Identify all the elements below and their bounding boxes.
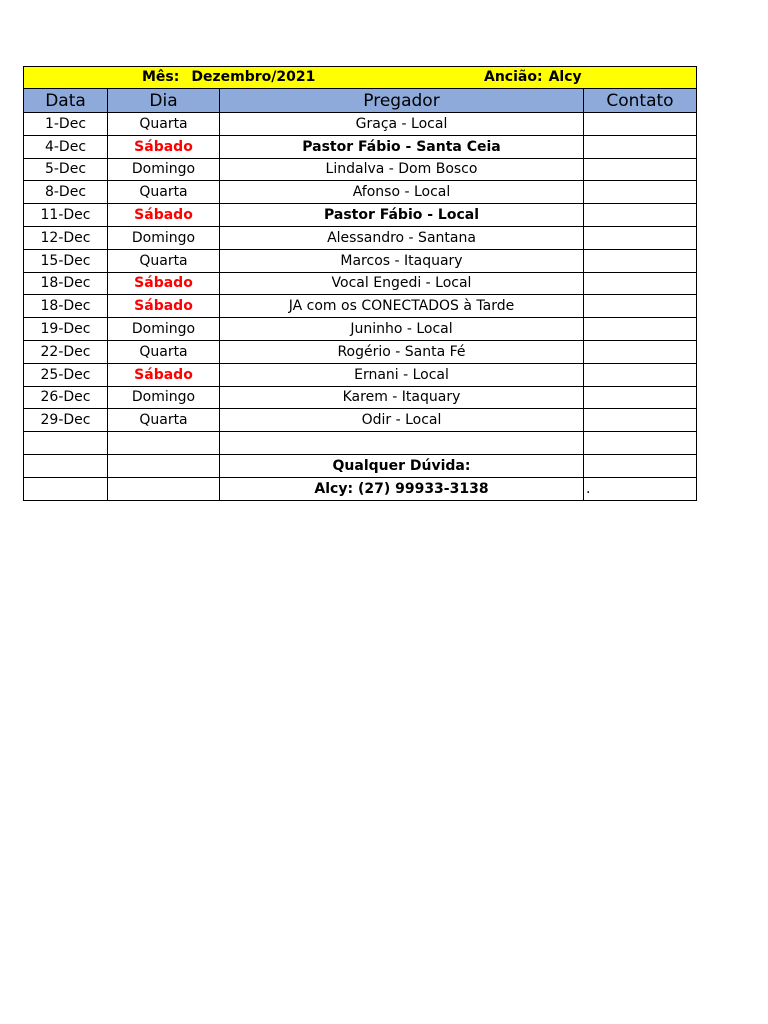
preacher-cell: Odir - Local — [220, 409, 584, 432]
elder-value: Alcy — [548, 69, 582, 85]
day-cell: Sábado — [108, 272, 220, 295]
title-row — [24, 67, 697, 89]
preacher-cell: Karem - Itaquary — [220, 386, 584, 409]
date-cell: 19-Dec — [24, 318, 108, 341]
table-row — [24, 113, 697, 136]
preacher-cell: Vocal Engedi - Local — [220, 272, 584, 295]
table-row — [24, 158, 697, 181]
table-row — [24, 318, 697, 341]
date-cell — [24, 477, 108, 500]
day-cell: Quarta — [108, 340, 220, 363]
column-header-row — [24, 89, 697, 113]
contact-cell — [584, 158, 697, 181]
elder-label: Ancião: — [484, 69, 543, 85]
column-header-data: Data — [24, 89, 108, 113]
preacher-cell: Rogério - Santa Fé — [220, 340, 584, 363]
day-cell — [108, 477, 220, 500]
table-row — [24, 454, 697, 477]
contact-cell — [584, 135, 697, 158]
column-header-dia: Dia — [108, 89, 220, 113]
day-cell: Quarta — [108, 181, 220, 204]
preacher-cell: Alessandro - Santana — [220, 226, 584, 249]
table-row — [24, 477, 697, 500]
contact-cell — [584, 204, 697, 227]
table-row — [24, 295, 697, 318]
day-cell: Quarta — [108, 409, 220, 432]
contact-cell — [584, 295, 697, 318]
preacher-cell: Afonso - Local — [220, 181, 584, 204]
day-cell: Quarta — [108, 249, 220, 272]
preacher-cell: Marcos - Itaquary — [220, 249, 584, 272]
contact-cell — [584, 340, 697, 363]
day-cell: Domingo — [108, 158, 220, 181]
date-cell: 12-Dec — [24, 226, 108, 249]
column-header-pregador: Pregador — [220, 89, 584, 113]
column-header-contato: Contato — [584, 89, 697, 113]
table-row — [24, 181, 697, 204]
day-cell: Sábado — [108, 204, 220, 227]
table-row — [24, 386, 697, 409]
date-cell: 18-Dec — [24, 295, 108, 318]
preacher-cell: Pastor Fábio - Santa Ceia — [220, 135, 584, 158]
date-cell: 26-Dec — [24, 386, 108, 409]
contact-cell — [584, 454, 697, 477]
schedule-table — [23, 66, 697, 501]
table-row — [24, 409, 697, 432]
date-cell — [24, 454, 108, 477]
table-row — [24, 432, 697, 455]
contact-cell — [584, 181, 697, 204]
date-cell: 4-Dec — [24, 135, 108, 158]
table-row — [24, 272, 697, 295]
table-row — [24, 363, 697, 386]
preacher-cell — [220, 432, 584, 455]
preacher-cell: Pastor Fábio - Local — [220, 204, 584, 227]
contact-cell — [584, 226, 697, 249]
day-cell: Sábado — [108, 135, 220, 158]
day-cell: Sábado — [108, 363, 220, 386]
day-cell: Domingo — [108, 226, 220, 249]
day-cell — [108, 454, 220, 477]
table-row — [24, 226, 697, 249]
table-row — [24, 249, 697, 272]
preacher-cell: Juninho - Local — [220, 318, 584, 341]
elder-info — [484, 69, 582, 85]
date-cell: 29-Dec — [24, 409, 108, 432]
month-value: Dezembro/2021 — [191, 69, 316, 85]
date-cell: 11-Dec — [24, 204, 108, 227]
date-cell: 8-Dec — [24, 181, 108, 204]
date-cell — [24, 432, 108, 455]
preacher-cell: Alcy: (27) 99933-3138 — [220, 477, 584, 500]
date-cell: 15-Dec — [24, 249, 108, 272]
contact-cell — [584, 409, 697, 432]
contact-cell — [584, 249, 697, 272]
contact-cell — [584, 272, 697, 295]
day-cell — [108, 432, 220, 455]
contact-cell — [584, 113, 697, 136]
preacher-cell: JA com os CONECTADOS à Tarde — [220, 295, 584, 318]
title-cell — [24, 67, 697, 89]
contact-cell — [584, 363, 697, 386]
table-row — [24, 204, 697, 227]
date-cell: 5-Dec — [24, 158, 108, 181]
preacher-cell: Graça - Local — [220, 113, 584, 136]
day-cell: Domingo — [108, 386, 220, 409]
date-cell: 1-Dec — [24, 113, 108, 136]
contact-cell — [584, 386, 697, 409]
day-cell: Quarta — [108, 113, 220, 136]
date-cell: 25-Dec — [24, 363, 108, 386]
date-cell: 22-Dec — [24, 340, 108, 363]
date-cell: 18-Dec — [24, 272, 108, 295]
preacher-cell: Qualquer Dúvida: — [220, 454, 584, 477]
contact-cell — [584, 318, 697, 341]
table-row — [24, 340, 697, 363]
month-info — [142, 69, 315, 85]
table-row — [24, 135, 697, 158]
preacher-cell: Lindalva - Dom Bosco — [220, 158, 584, 181]
contact-cell: . — [584, 477, 697, 500]
month-label: Mês: — [142, 69, 180, 85]
contact-cell — [584, 432, 697, 455]
day-cell: Domingo — [108, 318, 220, 341]
day-cell: Sábado — [108, 295, 220, 318]
preacher-cell: Ernani - Local — [220, 363, 584, 386]
